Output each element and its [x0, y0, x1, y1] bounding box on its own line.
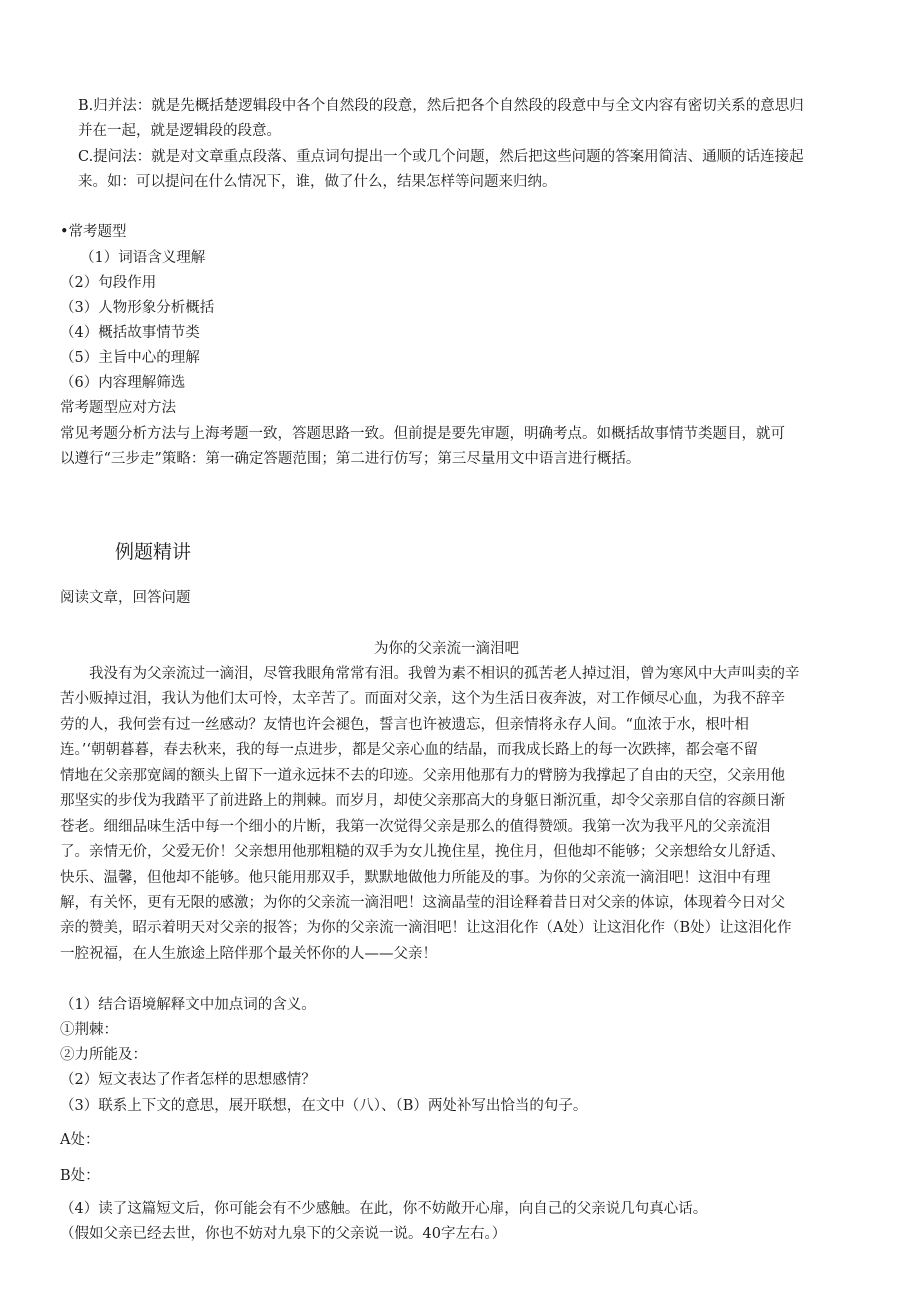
article-line: 劳的人，我何尝有过一丝感动？友情也许会褪色，誓言也许被遗忘，但亲情将永存人间。“血浓于水，根叶相 [60, 717, 749, 733]
question-type-item: （1）词语含义理解 [80, 250, 206, 266]
question-types-heading: •常考题型 [60, 224, 127, 240]
question-3: （3）联系上下文的意思，展开联想，在文中（八）、（B）两处补写出恰当的句子。 [60, 1098, 588, 1114]
article-line: 了。亲情无价，父爱无价！父亲想用他那粗糙的双手为女儿挽住星，挽住月，但他却不能够；父亲想给女儿舒适、 [60, 844, 785, 860]
article-line: 连。’‘朝朝暮暮，春去秋来，我的每一点进步，都是父亲心血的结晶，而我成长路上的每一次跌摔，都会毫不留 [60, 742, 758, 758]
method-c-line-2: 来。如：可以提问在什么情况下，谁，做了什么，结果怎样等问题来归纳。 [78, 174, 557, 190]
question-4-line-2: （假如父亲已经去世，你也不妨对九泉下的父亲说一说。40字左右。） [60, 1226, 507, 1242]
question-1-part-a: ①荆棘： [60, 1022, 118, 1038]
question-type-item: （5）主旨中心的理解 [60, 350, 200, 366]
article-line: 情地在父亲那宽阔的额头上留下一道永远抹不去的印迹。父亲用他那有力的臂膀为我撑起了自由的天空，父亲用他 [60, 768, 785, 784]
article-line: 快乐、温馨，但他却不能够。他只能用那双手，默默地做他力所能及的事。为你的父亲流一滴泪吧！这泪中有理 [60, 870, 771, 886]
answer-a-label: A处： [60, 1132, 100, 1148]
article-title: 为你的父亲流一滴泪吧 [374, 641, 519, 657]
method-b-line-1: B.归并法：就是先概括楚逻辑段中各个自然段的段意，然后把各个自然段的段意中与全文内容有密切关系的意思归 [78, 98, 804, 114]
method-b-line-2: 并在一起，就是逻辑段的段意。 [78, 123, 281, 139]
reading-instruction: 阅读文章，回答问题 [60, 590, 191, 606]
question-type-item: （6）内容理解筛选 [60, 375, 186, 391]
example-heading: 例题精讲 [115, 541, 192, 563]
article-line: 一腔祝福，在人生旅途上陪伴那个最关怀你的人——父亲！ [60, 946, 437, 962]
question-4-line-1: （4）读了这篇短文后，你可能会有不少感触。在此，你不妨敞开心扉，向自己的父亲说几句真心话。 [60, 1201, 708, 1217]
question-type-item: （2）句段作用 [60, 275, 157, 291]
question-1: （1）结合语境解释文中加点词的含义。 [60, 997, 316, 1013]
method-c-line-1: C.提问法：就是对文章重点段落、重点词句提出一个或几个问题，然后把这些问题的答案用简洁、通顺的话连接起 [78, 149, 804, 165]
article-line: 解，有关怀，更有无限的感激；为你的父亲流一滴泪吧！这滴晶莹的泪诠释着昔日对父亲的体谅，体现着今日对父 [60, 895, 785, 911]
article-line: 苍老。细细品味生活中每一个细小的片断，我第一次觉得父亲是那么的值得赞颂。我第一次为我平凡的父亲流泪 [60, 819, 771, 835]
article-line: 我没有为父亲流过一滴泪，尽管我眼角常常有泪。我曾为素不相识的孤苦老人掉过泪，曾为寒风中大声叫卖的辛 [60, 666, 800, 682]
methods-heading: 常考题型应对方法 [60, 400, 176, 416]
answer-b-label: B处： [60, 1168, 100, 1184]
question-2: （2）短文表达了作者怎样的思想感情？ [60, 1072, 316, 1088]
article-line: 那坚实的步伐为我踏平了前进路上的荆棘。而岁月，却使父亲那高大的身躯日渐沉重，却令父亲那自信的容颜日渐 [60, 793, 785, 809]
question-type-item: （4）概括故事情节类 [60, 325, 200, 341]
methods-text-line-2: 以遵行“三步走”策略：第一确定答题范围；第二进行仿写；第三尽量用文中语言进行概括。 [60, 451, 641, 467]
methods-text-line-1: 常见考题分析方法与上海考题一致，答题思路一致。但前提是要先审题，明确考点。如概括故事情节类题目，就可 [60, 426, 785, 442]
article-line: 亲的赞美，昭示着明天对父亲的报答；为你的父亲流一滴泪吧！让这泪化作（A处）让这泪化作（B处）让这泪化作 [60, 920, 792, 936]
article-line: 苦小贩掉过泪，我认为他们太可怜，太辛苦了。而面对父亲，这个为生活日夜奔波，对工作倾尽心血，为我不辞辛 [60, 691, 785, 707]
question-1-part-b: ②力所能及： [60, 1047, 147, 1063]
question-type-item: （3）人物形象分析概括 [60, 300, 215, 316]
